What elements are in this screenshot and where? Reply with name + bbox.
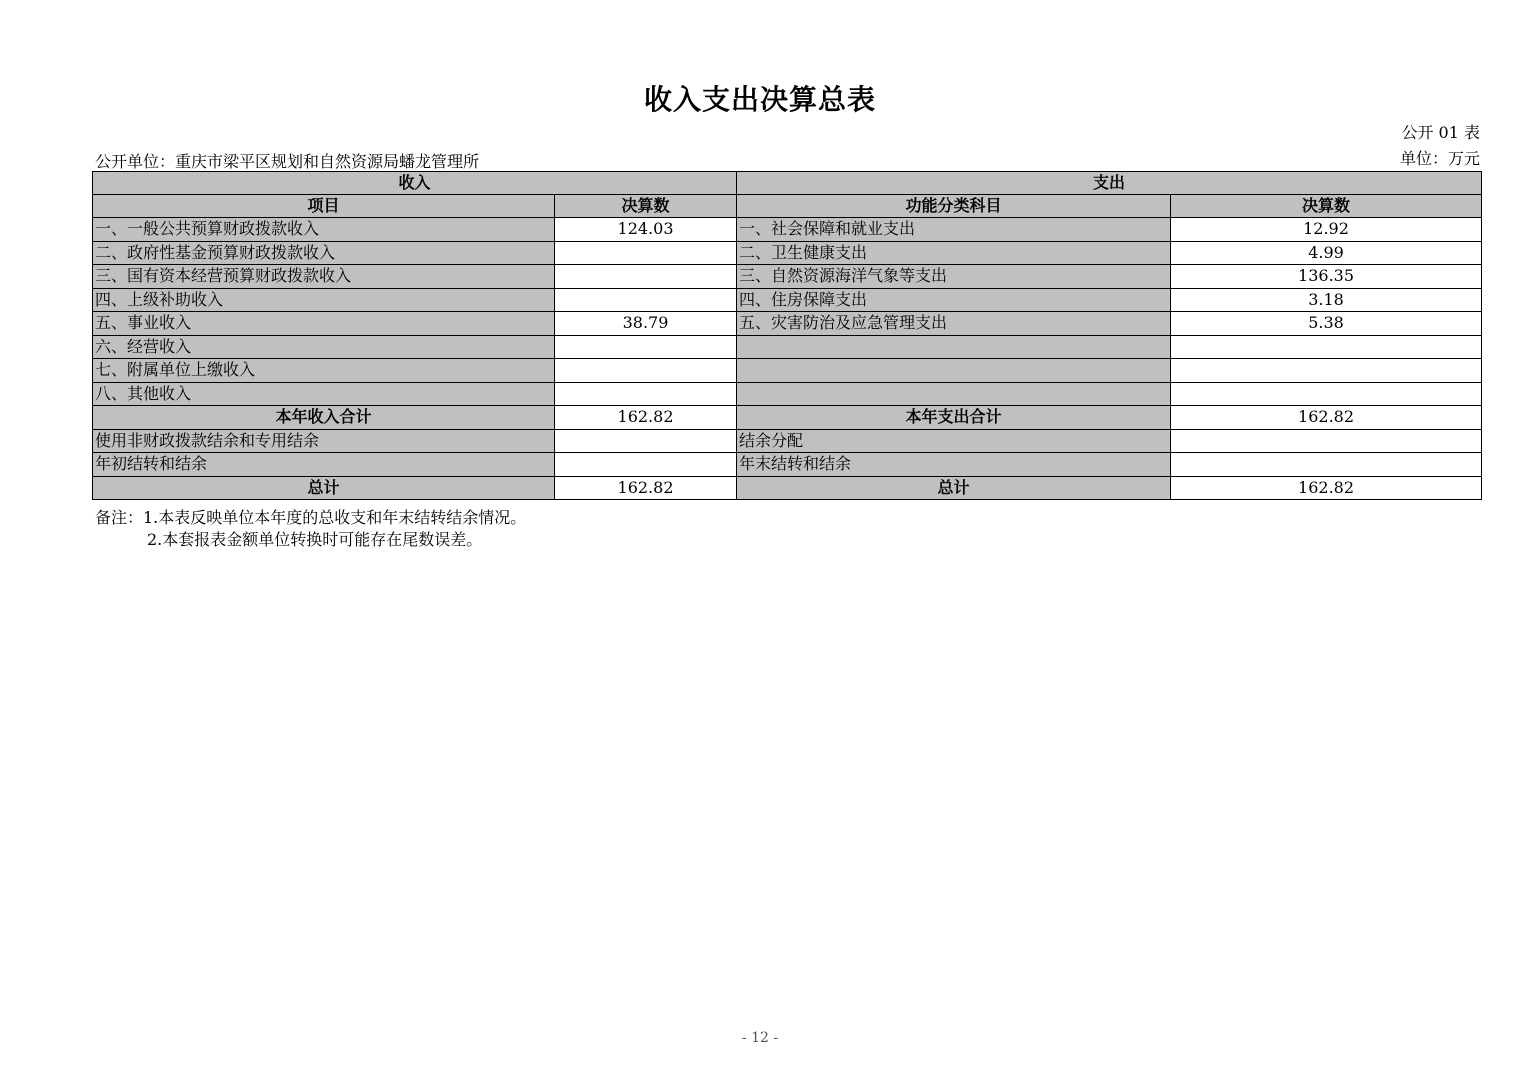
table-row [93, 453, 1482, 477]
expense-item [737, 382, 1171, 406]
income-subtotal-amount: 162.82 [555, 406, 737, 430]
amount-column-header-right: 决算数 [1171, 195, 1482, 218]
table-row [93, 312, 1482, 336]
income-item: 一、一般公共预算财政拨款收入 [93, 218, 555, 242]
income-amount [555, 429, 737, 453]
expense-item: 一、社会保障和就业支出 [737, 218, 1171, 242]
income-amount [555, 382, 737, 406]
income-amount: 38.79 [555, 312, 737, 336]
subtotal-row [93, 406, 1482, 430]
budget-table [92, 171, 1482, 500]
income-total-label: 总计 [93, 476, 555, 500]
expense-amount: 5.38 [1171, 312, 1482, 336]
table-row [93, 359, 1482, 383]
expense-amount: 4.99 [1171, 241, 1482, 265]
income-amount [555, 335, 737, 359]
income-amount [555, 241, 737, 265]
income-item: 使用非财政拨款结余和专用结余 [93, 429, 555, 453]
expense-amount: 12.92 [1171, 218, 1482, 242]
table-row [93, 265, 1482, 289]
item-column-header: 项目 [93, 195, 555, 218]
note-line-2: 2.本套报表金额单位转换时可能存在尾数误差。 [147, 530, 483, 549]
income-item: 二、政府性基金预算财政拨款收入 [93, 241, 555, 265]
function-class-column-header: 功能分类科目 [737, 195, 1171, 218]
currency-unit: 单位：万元 [1399, 149, 1480, 168]
expense-item [737, 335, 1171, 359]
income-amount [555, 265, 737, 289]
note-line-1: 备注：1.本表反映单位本年度的总收支和年末结转结余情况。 [95, 508, 527, 527]
income-amount: 124.03 [555, 218, 737, 242]
reporting-unit: 公开单位：重庆市梁平区规划和自然资源局蟠龙管理所 [95, 152, 480, 171]
amount-column-header-left: 决算数 [555, 195, 737, 218]
expense-item [737, 359, 1171, 383]
form-number: 公开 01 表 [1401, 123, 1480, 142]
income-item: 四、上级补助收入 [93, 288, 555, 312]
expense-amount [1171, 335, 1482, 359]
total-row [93, 476, 1482, 500]
expense-total-label: 总计 [737, 476, 1171, 500]
table-row [93, 382, 1482, 406]
table-row [93, 241, 1482, 265]
income-item: 八、其他收入 [93, 382, 555, 406]
expense-item: 五、灾害防治及应急管理支出 [737, 312, 1171, 336]
expense-amount [1171, 453, 1482, 477]
table-row [93, 335, 1482, 359]
expense-amount: 136.35 [1171, 265, 1482, 289]
expense-amount: 3.18 [1171, 288, 1482, 312]
table-row [93, 218, 1482, 242]
income-item: 七、附属单位上缴收入 [93, 359, 555, 383]
notes [95, 507, 526, 551]
table-row [93, 429, 1482, 453]
expense-amount [1171, 429, 1482, 453]
income-amount [555, 288, 737, 312]
income-item: 年初结转和结余 [93, 453, 555, 477]
income-item: 五、事业收入 [93, 312, 555, 336]
expense-subtotal-label: 本年支出合计 [737, 406, 1171, 430]
income-amount [555, 453, 737, 477]
expense-subtotal-amount: 162.82 [1171, 406, 1482, 430]
income-subtotal-label: 本年收入合计 [93, 406, 555, 430]
expense-amount [1171, 382, 1482, 406]
income-total-amount: 162.82 [555, 476, 737, 500]
expense-item: 年末结转和结余 [737, 453, 1171, 477]
expense-item: 二、卫生健康支出 [737, 241, 1171, 265]
page-number: - 12 - [741, 1030, 779, 1046]
expense-item: 结余分配 [737, 429, 1171, 453]
income-item: 三、国有资本经营预算财政拨款收入 [93, 265, 555, 289]
expense-section-header: 支出 [737, 172, 1482, 195]
expense-item: 三、自然资源海洋气象等支出 [737, 265, 1171, 289]
expense-item: 四、住房保障支出 [737, 288, 1171, 312]
income-item: 六、经营收入 [93, 335, 555, 359]
income-amount [555, 359, 737, 383]
table-row [93, 288, 1482, 312]
expense-amount [1171, 359, 1482, 383]
page-title: 收入支出决算总表 [643, 83, 876, 116]
income-section-header: 收入 [93, 172, 737, 195]
expense-total-amount: 162.82 [1171, 476, 1482, 500]
